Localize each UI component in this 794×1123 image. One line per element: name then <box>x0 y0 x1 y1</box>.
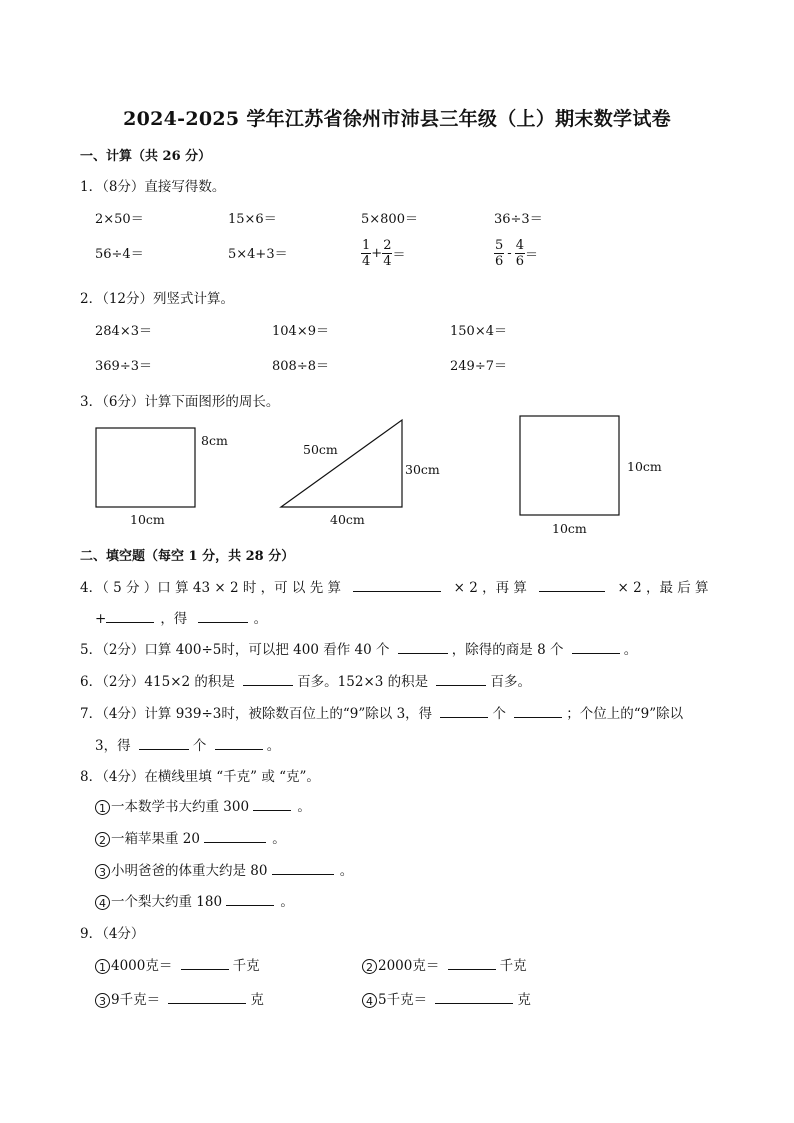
circled-number: 4 <box>362 993 377 1008</box>
rect-side-label: 8cm <box>201 433 228 448</box>
answer-blank[interactable] <box>198 608 248 623</box>
answer-blank[interactable] <box>139 735 189 750</box>
circled-number: 1 <box>95 800 110 815</box>
fraction: $\frac{4}{6}$ <box>515 238 524 269</box>
fraction: $\frac{5}{6}$ <box>495 238 504 269</box>
q1-item: 5×4+3＝ <box>228 247 288 262</box>
section-heading-2: 二、填空题（每空 1 分，共 28 分） <box>80 549 295 564</box>
q2-item: 104×9＝ <box>272 324 329 339</box>
answer-blank[interactable] <box>253 796 291 811</box>
circled-number: 1 <box>95 959 110 974</box>
q1-item: 2×50＝ <box>95 212 144 227</box>
q8-item: 3 小明爸爸的体重大约是 80 。 <box>95 859 353 879</box>
q8-stem: 8．（4分）在横线里填 “千克” 或 “克”。 <box>80 769 320 785</box>
answer-blank[interactable] <box>398 639 448 654</box>
q6: 6．（2分）415×2 的积是 百多。152×3 的积是 百多。 <box>80 670 531 690</box>
q2-item: 150×4＝ <box>450 324 507 339</box>
rect-bottom-label: 10cm <box>130 512 165 527</box>
q9-stem: 9．（4分） <box>80 926 145 942</box>
q4-line1: 4．（ 5 分 ）口 算 43 × 2 时 ，可 以 先 算 × 2 ，再 算 × 2 ，最 后 算 <box>80 576 709 596</box>
q7-line2: 3，得 个 。 <box>95 734 280 754</box>
answer-blank[interactable] <box>204 828 266 843</box>
q7-line1: 7．（4分）计算 939÷3时，被除数百位上的“9”除以 3，得 个 ；个位上的“9”除以 <box>80 702 683 722</box>
triangle-figure <box>281 420 402 507</box>
q9-item: 4 5千克＝ 克 <box>362 988 531 1008</box>
q2-item: 808÷8＝ <box>272 359 329 374</box>
q2-item: 284×3＝ <box>95 324 152 339</box>
q1-item: 36÷3＝ <box>494 212 543 227</box>
answer-blank[interactable] <box>435 989 513 1004</box>
answer-blank[interactable] <box>168 989 246 1004</box>
q2-stem: 2．（12分）列竖式计算。 <box>80 291 235 307</box>
answer-blank[interactable] <box>353 577 441 592</box>
answer-blank[interactable] <box>440 703 488 718</box>
q9-item: 1 4000克＝ 千克 <box>95 954 260 974</box>
answer-blank[interactable] <box>106 608 154 623</box>
q4-line2: + ，得 。 <box>95 607 267 627</box>
q3-stem: 3．（6分）计算下面图形的周长。 <box>80 394 280 410</box>
answer-blank[interactable] <box>436 671 486 686</box>
answer-blank[interactable] <box>448 955 496 970</box>
square-side-label: 10cm <box>627 459 662 474</box>
section-heading-1: 一、计算（共 26 分） <box>80 149 212 164</box>
square-figure <box>520 416 619 515</box>
fraction: $\frac{2}{4}$ <box>383 238 392 269</box>
q1-stem: 1．（8分）直接写得数。 <box>80 179 226 195</box>
circled-number: 3 <box>95 993 110 1008</box>
q8-item: 4 一个梨大约重 180 。 <box>95 890 294 910</box>
q1-item: 56÷4＝ <box>95 247 144 262</box>
q2-item: 249÷7＝ <box>450 359 507 374</box>
q1-fraction-item-1: $\frac{1}{4}$ + $\frac{2}{4}$ ＝ <box>362 238 406 269</box>
q8-item: 2 一箱苹果重 20 。 <box>95 827 286 847</box>
triangle-bottom-label: 40cm <box>330 512 365 527</box>
rectangle-figure <box>96 428 195 507</box>
q3-figures <box>80 410 680 540</box>
q2-item: 369÷3＝ <box>95 359 152 374</box>
page-title: 2024-2025 学年江苏省徐州市沛县三年级（上）期末数学试卷 <box>123 108 671 130</box>
q1-item: 5×800＝ <box>361 212 418 227</box>
q8-item: 1 一本数学书大约重 300 。 <box>95 795 311 815</box>
circled-number: 2 <box>95 832 110 847</box>
answer-blank[interactable] <box>572 639 620 654</box>
circled-number: 2 <box>362 959 377 974</box>
triangle-side-label: 30cm <box>405 462 440 477</box>
circled-number: 4 <box>95 895 110 910</box>
answer-blank[interactable] <box>215 735 263 750</box>
q9-item: 2 2000克＝ 千克 <box>362 954 527 974</box>
q1-item: 15×6＝ <box>228 212 277 227</box>
circled-number: 3 <box>95 864 110 879</box>
answer-blank[interactable] <box>181 955 229 970</box>
q9-item: 3 9千克＝ 克 <box>95 988 264 1008</box>
fraction: $\frac{1}{4}$ <box>362 238 371 269</box>
answer-blank[interactable] <box>514 703 562 718</box>
answer-blank[interactable] <box>226 891 274 906</box>
q1-fraction-item-2: $\frac{5}{6}$ - $\frac{4}{6}$ ＝ <box>495 238 538 269</box>
q5: 5．（2分）口算 400÷5时，可以把 400 看作 40 个 ，除得的商是 8 个 。 <box>80 638 637 658</box>
answer-blank[interactable] <box>243 671 293 686</box>
square-bottom-label: 10cm <box>552 521 587 536</box>
answer-blank[interactable] <box>272 860 334 875</box>
triangle-hyp-label: 50cm <box>303 442 338 457</box>
answer-blank[interactable] <box>539 577 605 592</box>
